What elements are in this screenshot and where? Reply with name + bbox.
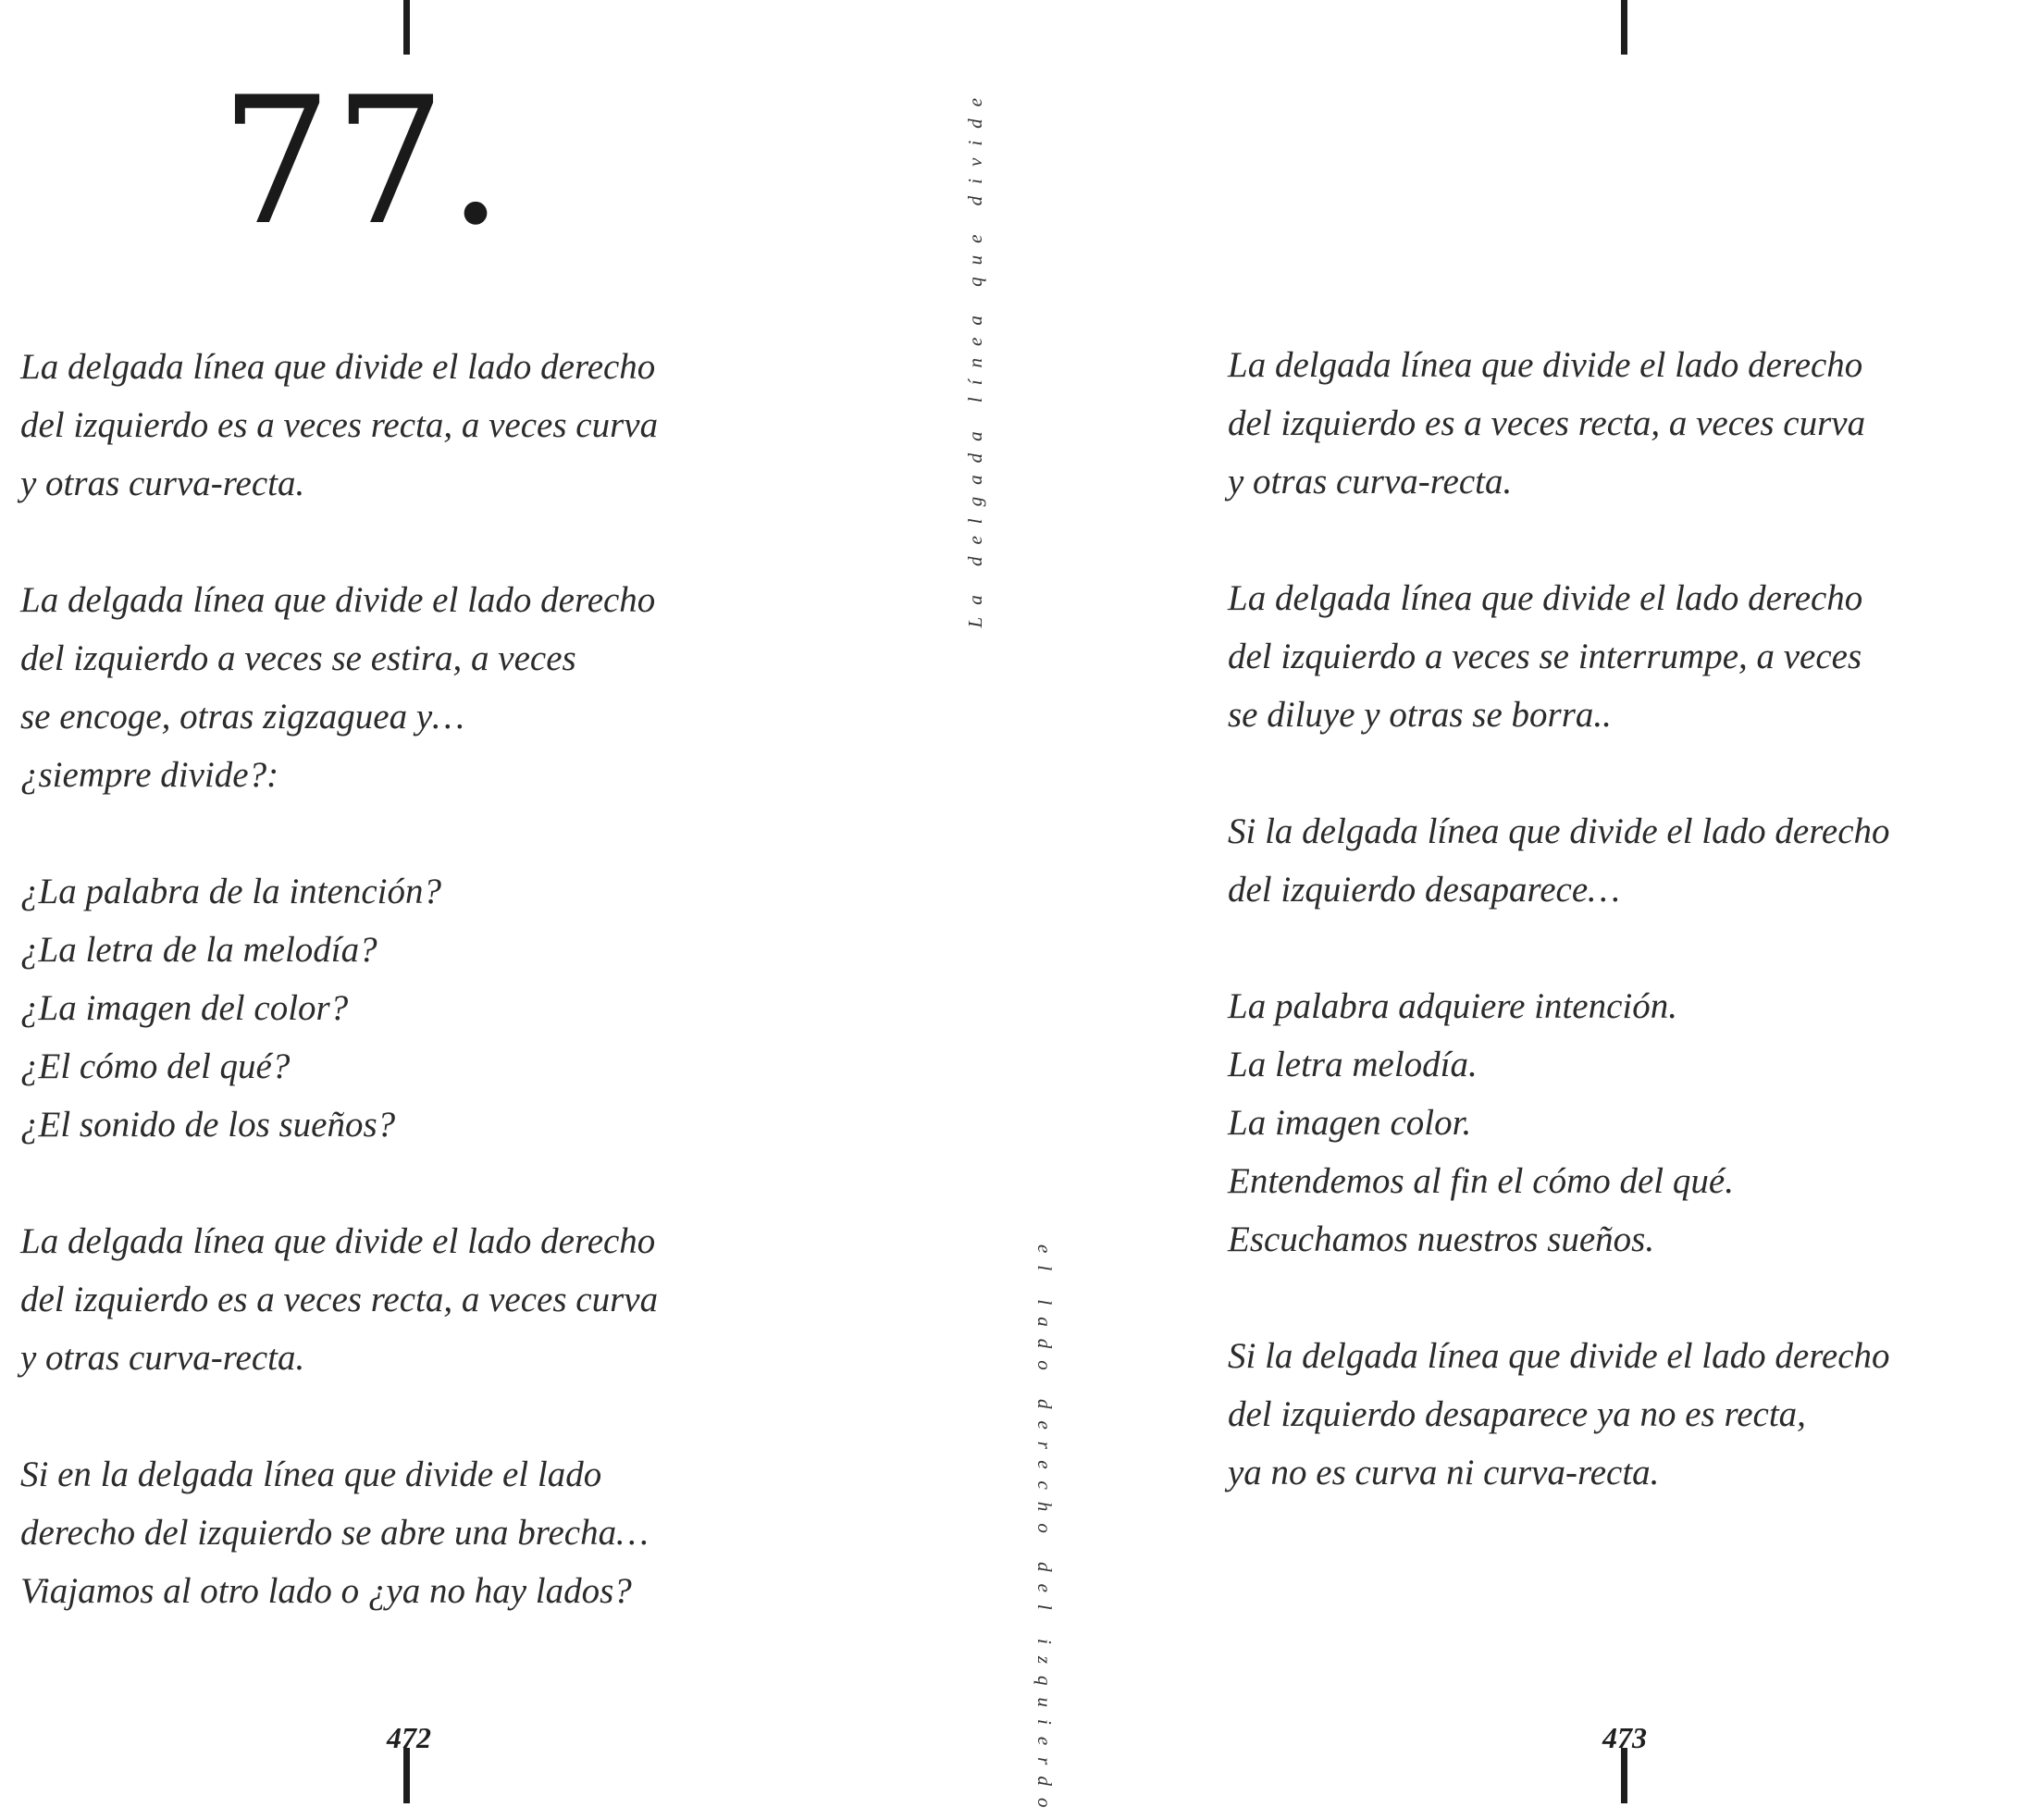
page-number-left: 472 — [387, 1721, 431, 1754]
crop-mark-bottom-left — [403, 1748, 410, 1803]
stanza — [20, 1445, 658, 1620]
poem-line: ¿La palabra de la intención? — [20, 872, 441, 911]
poem-line: ¿El sonido de los sueños? — [20, 1105, 396, 1145]
poem-line: La palabra adquiere intención. — [1228, 986, 1678, 1026]
poem-line: La delgada línea que divide el lado derecho — [1228, 345, 1863, 385]
page-number-right: 473 — [1602, 1721, 1647, 1754]
poem-line: Si la delgada línea que divide el lado derecho — [1228, 811, 1890, 851]
poem-line: La imagen color. — [1228, 1103, 1472, 1143]
stanza — [20, 862, 658, 1154]
running-head-title: La delgada línea que divide — [964, 86, 986, 628]
poem-line: Si en la delgada línea que divide el lado — [20, 1455, 602, 1494]
stanza — [1228, 802, 1890, 919]
stanza — [20, 338, 658, 513]
crop-mark-top-left — [403, 0, 410, 55]
crop-mark-bottom-right — [1621, 1748, 1627, 1803]
poem-line: del izquierdo es a veces recta, a veces curva — [20, 1280, 659, 1319]
poem-line: Entendemos al fin el cómo del qué. — [1228, 1161, 1734, 1201]
poem-line: y otras curva-recta. — [20, 464, 305, 503]
poem-line: del izquierdo es a veces recta, a veces curva — [20, 405, 659, 445]
poem-line: se encoge, otras zigzaguea y… — [20, 697, 464, 737]
stanza — [1228, 569, 1890, 744]
poem-line: La delgada línea que divide el lado derecho — [20, 1221, 656, 1261]
poem-line: del izquierdo a veces se estira, a veces — [20, 638, 576, 678]
poem-line: del izquierdo a veces se interrumpe, a veces — [1228, 637, 1862, 676]
poem-line: del izquierdo desaparece ya no es recta, — [1228, 1394, 1806, 1434]
stanza — [1228, 336, 1890, 511]
stanza — [20, 1212, 658, 1387]
poem-line: derecho del izquierdo se abre una brecha… — [20, 1513, 649, 1553]
poem-line: ¿La imagen del color? — [20, 988, 349, 1028]
chapter-number: 77. — [220, 59, 506, 264]
poem-line: Escuchamos nuestros sueños. — [1228, 1220, 1655, 1259]
poem-line: La letra melodía. — [1228, 1045, 1478, 1084]
right-page-poem — [1228, 336, 1890, 1560]
poem-line: ¿siempre divide?: — [20, 755, 279, 795]
left-page-poem — [20, 338, 658, 1678]
stanza — [1228, 977, 1890, 1269]
poem-line: del izquierdo es a veces recta, a veces curva — [1228, 403, 1866, 443]
poem-line: Si la delgada línea que divide el lado derecho — [1228, 1336, 1890, 1376]
stanza — [20, 571, 658, 804]
poem-line: se diluye y otras se borra.. — [1228, 695, 1612, 735]
poem-line: ¿La letra de la melodía? — [20, 930, 377, 970]
poem-line: ya no es curva ni curva-recta. — [1228, 1453, 1660, 1492]
poem-line: y otras curva-recta. — [1228, 462, 1513, 501]
poem-line: La delgada línea que divide el lado derecho — [1228, 578, 1863, 618]
poem-line: La delgada línea que divide el lado derecho — [20, 580, 656, 620]
poem-line: y otras curva-recta. — [20, 1338, 305, 1378]
poem-line: del izquierdo desaparece… — [1228, 870, 1620, 910]
poem-line: ¿El cómo del qué? — [20, 1046, 291, 1086]
poem-line: Viajamos al otro lado o ¿ya no hay lados? — [20, 1571, 632, 1611]
stanza — [1228, 1327, 1890, 1502]
crop-mark-top-right — [1621, 0, 1627, 55]
running-head-subtitle: el lado derecho del izquierdo — [1033, 1244, 1056, 1820]
poem-line: La delgada línea que divide el lado derecho — [20, 347, 656, 387]
